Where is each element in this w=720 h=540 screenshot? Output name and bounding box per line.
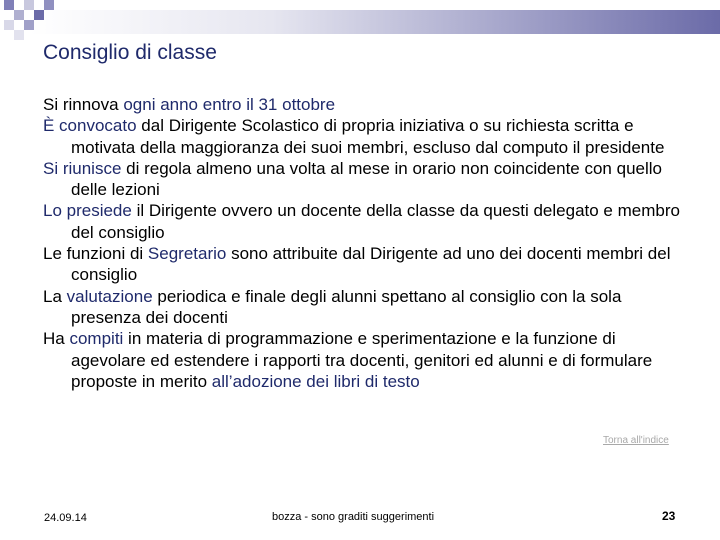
header-gradient-band — [30, 10, 720, 34]
paragraph-text: dal Dirigente Scolastico di propria iniziativa o su richiesta scritta e motivata della maggioranza dei suoi membri, escluso dal computo il presidente — [71, 116, 665, 157]
highlighted-text: ogni anno entro il 31 ottobre — [123, 95, 336, 114]
paragraph-text: Si rinnova — [43, 95, 124, 114]
highlighted-text: valutazione — [66, 286, 153, 306]
paragraph-text: Ha — [43, 329, 70, 349]
slide-body — [43, 94, 683, 392]
bullet-paragraph — [43, 243, 683, 286]
highlighted-text: Lo presiede — [43, 201, 132, 221]
footer-note: bozza - sono graditi suggerimenti — [272, 511, 435, 523]
deco-square — [24, 20, 34, 30]
back-to-index-link[interactable]: Torna all'indice — [603, 435, 669, 446]
deco-square — [4, 0, 14, 10]
page-number: 23 — [662, 509, 676, 523]
deco-square — [24, 0, 34, 10]
bullet-paragraph — [43, 286, 683, 329]
bullet-paragraph — [43, 115, 683, 158]
deco-square — [14, 10, 24, 20]
deco-square — [44, 0, 54, 10]
bullet-paragraph — [43, 200, 683, 243]
slide-title: Consiglio di classe — [43, 41, 217, 64]
bullet-paragraph — [43, 328, 683, 392]
paragraph-text: Le funzioni di — [43, 244, 148, 264]
paragraph-text: di regola almeno una volta al mese in orario non coincidente con quello delle lezioni — [71, 158, 662, 200]
highlighted-text: Si riunisce — [43, 158, 122, 178]
highlighted-text: Segretario — [147, 244, 227, 264]
bullet-paragraph — [43, 94, 683, 115]
footer-date: 24.09.14 — [44, 512, 87, 524]
deco-square — [4, 20, 14, 30]
paragraph-text: il Dirigente ovvero un docente della classe da questi delegato e membro del consiglio — [71, 201, 680, 242]
paragraph-text: in materia di programmazione e sperimentazione e la funzione di agevolare ed estendere i rapporti tra docenti, genitori ed alunni e di formulare proposte in merito — [71, 329, 653, 391]
bullet-paragraph — [43, 158, 683, 201]
highlighted-text: all’adozione dei libri di testo — [211, 371, 420, 391]
paragraph-text: La — [43, 286, 67, 306]
paragraph-text: periodica e finale degli alunni spettano al consiglio con la sola presenza dei docenti — [71, 286, 622, 327]
paragraph-text: sono attribuite dal Dirigente ad uno dei docenti membri del consiglio — [71, 244, 671, 285]
deco-square — [14, 30, 24, 40]
highlighted-text: compiti — [69, 329, 124, 349]
highlighted-text: È convocato — [43, 116, 137, 136]
deco-square — [34, 10, 44, 20]
